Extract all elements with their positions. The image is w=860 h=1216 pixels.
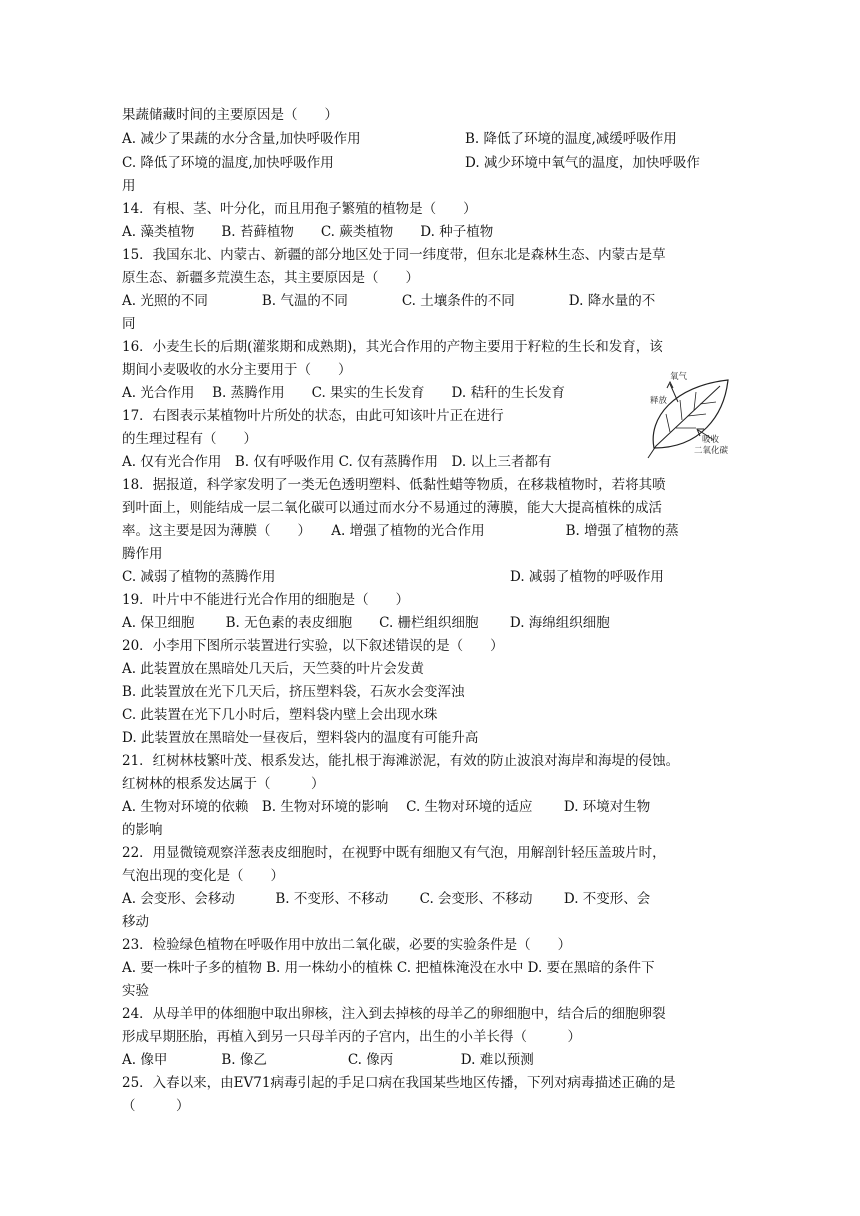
question-25-stem-cont: （ ） — [122, 1098, 190, 1114]
question-24-options: A. 像甲 B. 像乙 C. 像丙 D. 难以预测 — [122, 1052, 534, 1068]
question-13-option-c: C. 降低了环境的温度,加快呼吸作用 — [122, 155, 334, 171]
label-oxygen: 氧气 — [670, 372, 688, 382]
question-20-option-a: A. 此装置放在黑暗处几天后，天竺葵的叶片会发黄 — [122, 661, 424, 677]
question-13-stem-end: 果蔬储藏时间的主要原因是（ ） — [122, 107, 338, 123]
question-13-option-d-wrap: 用 — [122, 178, 136, 194]
question-15-options-wrap: 同 — [122, 316, 136, 332]
question-24-stem: 24．从母羊甲的体细胞中取出卵核，注入到去掉核的母羊乙的卵细胞中，结合后的细胞卵裂 — [122, 1006, 666, 1022]
question-21-stem-cont: 红树林的根系发达属于（ ） — [122, 776, 325, 792]
question-16-stem-cont: 期间小麦吸收的水分主要用于（ ） — [122, 362, 352, 378]
question-23-stem: 23．检验绿色植物在呼吸作用中放出二氧化碳，必要的实验条件是（ ） — [122, 937, 572, 953]
question-18-stem: 18．据报道，科学家发明了一类无色透明塑料、低黏性蜡等物质，在移栽植物时，若将其喷 — [122, 477, 666, 493]
question-20-option-c: C. 此装置在光下几小时后，塑料袋内壁上会出现水珠 — [122, 707, 438, 723]
question-22-stem: 22．用显微镜观察洋葱表皮细胞时，在视野中既有细胞又有气泡，用解剖针轻压盖玻片时， — [122, 845, 666, 861]
question-13-option-a: A. 减少了果蔬的水分含量,加快呼吸作用 — [122, 131, 361, 147]
question-23-options-wrap: 实验 — [122, 983, 149, 999]
question-22-options: A. 会变形、会移动 B. 不变形、不移动 C. 会变形、不移动 D. 不变形、会 — [122, 891, 651, 907]
question-16-options: A. 光合作用 B. 蒸腾作用 C. 果实的生长发育 D. 秸秆的生长发育 — [122, 385, 565, 401]
question-25-stem: 25．入春以来，由EV71病毒引起的手足口病在我国某些地区传播，下列对病毒描述正确的是 — [122, 1075, 676, 1091]
question-13-option-d: D. 减少环境中氧气的温度，加快呼吸作 — [465, 155, 700, 171]
question-18-stem-cont: 到叶面上，则能结成一层二氧化碳可以通过而水分不易通过的薄膜，能大大提高植株的成活 — [122, 500, 662, 516]
leaf-diagram — [640, 370, 732, 462]
question-22-options-wrap: 移动 — [122, 914, 149, 930]
question-18-option-b-wrap: 腾作用 — [122, 546, 163, 562]
question-19-stem: 19．叶片中不能进行光合作用的细胞是（ ） — [122, 592, 410, 608]
question-18-option-c: C. 减弱了植物的蒸腾作用 — [122, 569, 276, 585]
question-20-option-b: B. 此装置放在光下几天后，挤压塑料袋，石灰水会变浑浊 — [122, 684, 465, 700]
question-14-stem: 14．有根、茎、叶分化，而且用孢子繁殖的植物是（ ） — [122, 201, 477, 217]
question-17-options: A. 仅有光合作用 B. 仅有呼吸作用 C. 仅有蒸腾作用 D. 以上三者都有 — [122, 454, 552, 470]
question-14-options: A. 藻类植物 B. 苔藓植物 C. 蕨类植物 D. 种子植物 — [122, 224, 494, 240]
question-15-stem: 15．我国东北、内蒙古、新疆的部分地区处于同一纬度带，但东北是森林生态、内蒙古是草 — [122, 247, 666, 263]
question-21-options-wrap: 的影响 — [122, 822, 163, 838]
question-18-option-d: D. 减弱了植物的呼吸作用 — [510, 569, 664, 585]
question-20-option-d: D. 此装置放在黑暗处一昼夜后，塑料袋内的温度有可能升高 — [122, 730, 479, 746]
question-15-stem-cont: 原生态、新疆多荒漠生态，其主要原因是（ ） — [122, 270, 419, 286]
label-release: 释放 — [650, 396, 668, 406]
question-17-stem-cont: 的生理过程有（ ） — [122, 431, 257, 447]
question-21-options: A. 生物对环境的依赖 B. 生物对环境的影响 C. 生物对环境的适应 D. 环境对生物 — [122, 799, 651, 815]
label-absorb: 吸收 — [702, 435, 720, 445]
question-24-stem-cont: 形成早期胚胎，再植入到另一只母羊丙的子宫内，出生的小羊长得（ ） — [122, 1029, 581, 1045]
question-21-stem: 21．红树林枝繁叶茂、根系发达，能扎根于海滩淤泥，有效的防止波浪对海岸和海堤的侵蚀。 — [122, 753, 680, 769]
label-co2: 二氧化碳 — [694, 446, 729, 456]
question-15-options: A. 光照的不同 B. 气温的不同 C. 土壤条件的不同 D. 降水量的不 — [122, 293, 656, 309]
question-17-stem: 17．右图表示某植物叶片所处的状态，由此可知该叶片正在进行 — [122, 408, 504, 424]
question-22-stem-cont: 气泡出现的变化是（ ） — [122, 868, 284, 884]
question-19-options: A. 保卫细胞 B. 无色素的表皮细胞 C. 栅栏组织细胞 D. 海绵组织细胞 — [122, 615, 610, 631]
question-18-stem-options: 率。这主要是因为薄膜（ ） A. 增强了植物的光合作用 B. 增强了植物的蒸 — [122, 523, 679, 539]
question-13-option-b: B. 降低了环境的温度,减缓呼吸作用 — [465, 131, 677, 147]
question-16-stem: 16．小麦生长的后期(灌浆期和成熟期)，其光合作用的产物主要用于籽粒的生长和发育，该 — [122, 339, 663, 355]
question-20-stem: 20．小李用下图所示装置进行实验，以下叙述错误的是（ ） — [122, 638, 504, 654]
question-23-options: A. 要一株叶子多的植物 B. 用一株幼小的植株 C. 把植株淹没在水中 D. 要在黑暗的条件下 — [122, 960, 655, 976]
